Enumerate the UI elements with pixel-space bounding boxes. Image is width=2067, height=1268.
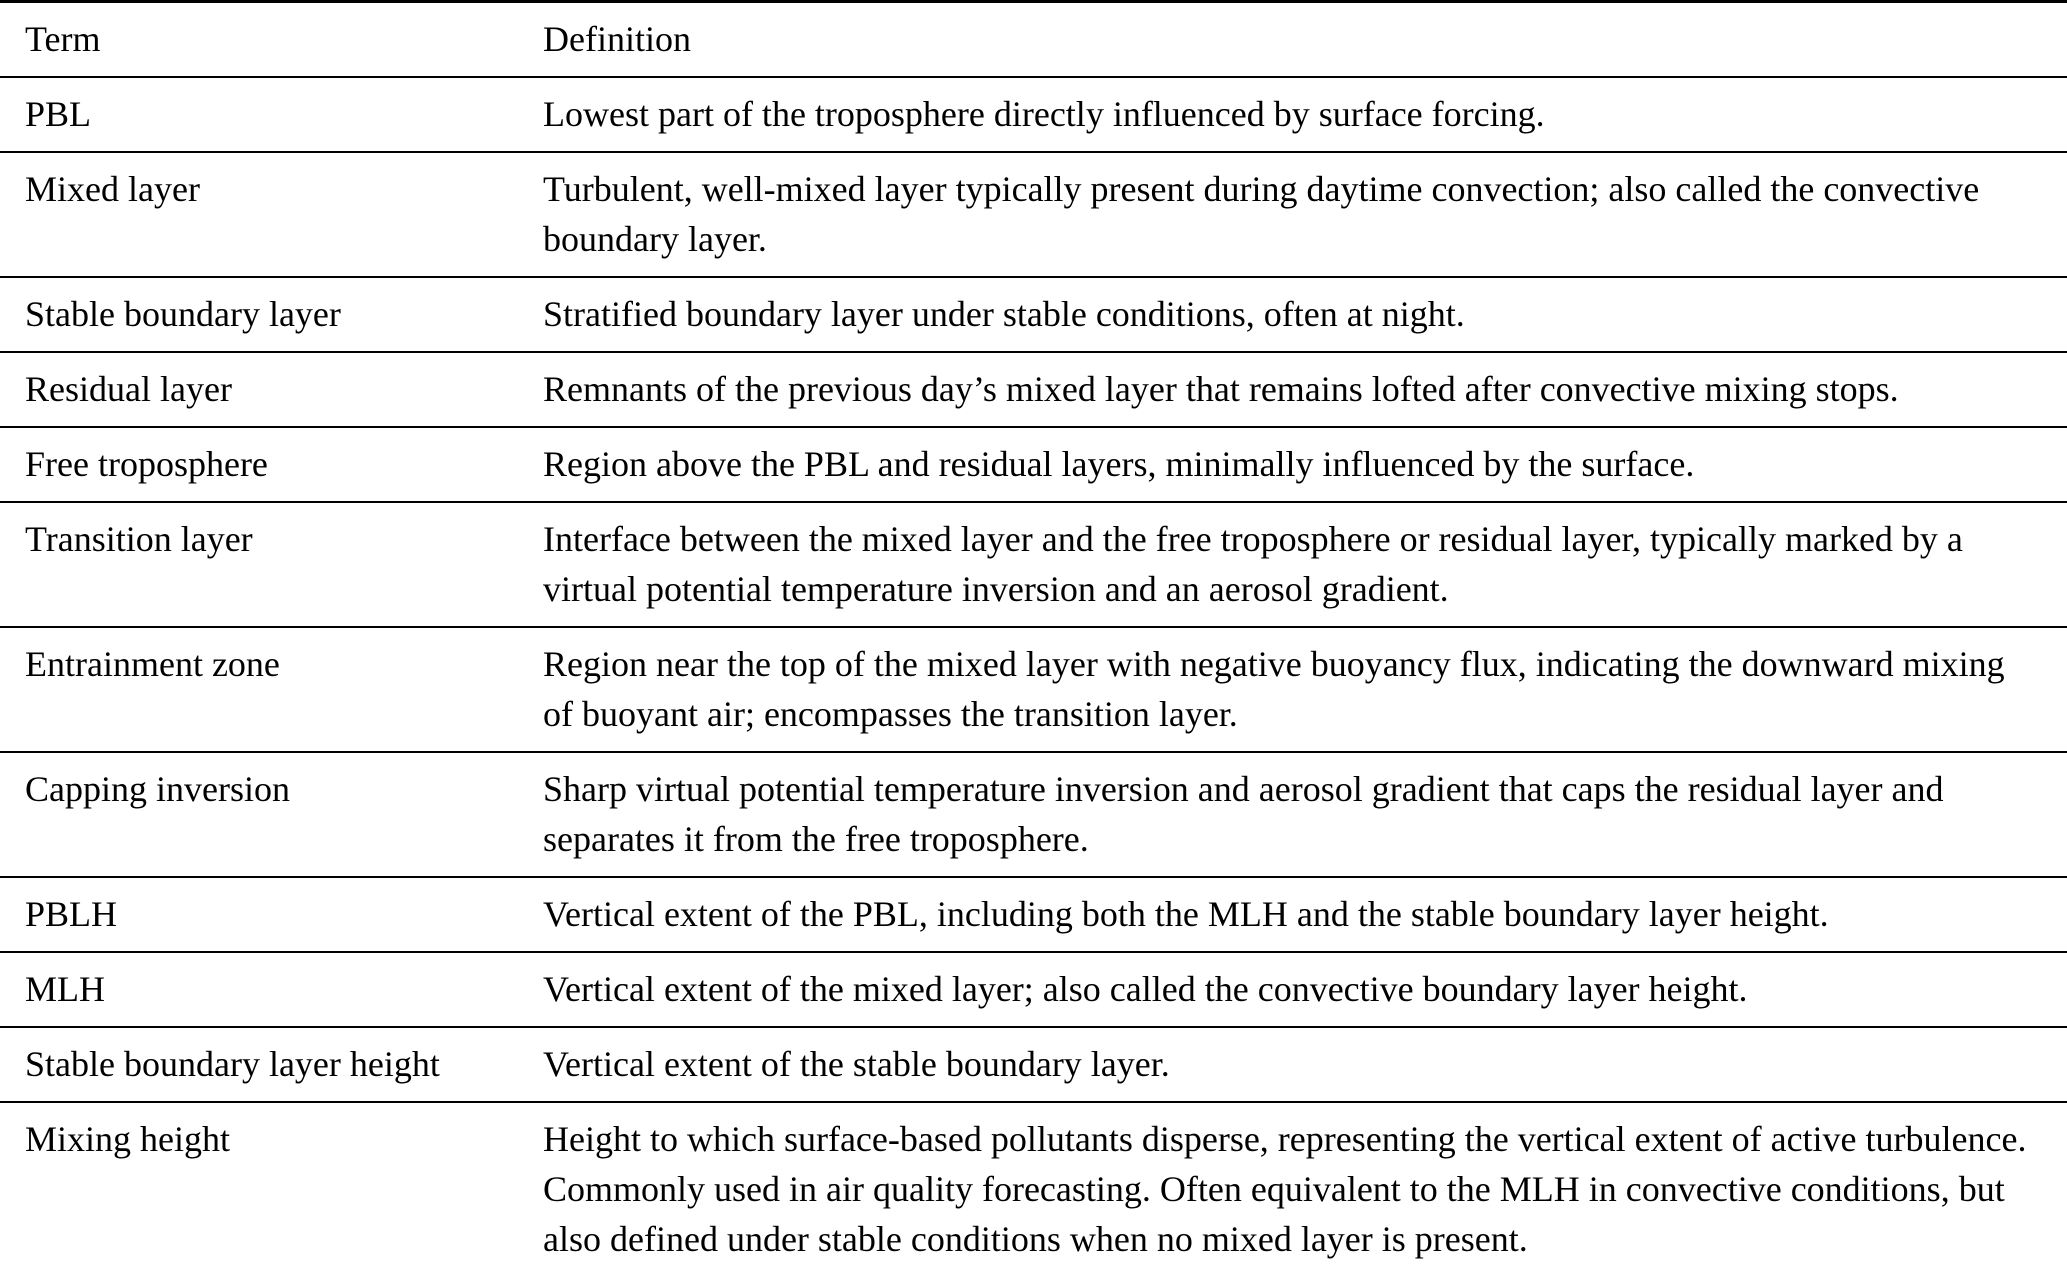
header-row: [0, 2, 2067, 78]
definition-cell: Vertical extent of the stable boundary layer.: [543, 1044, 1170, 1084]
table-row: [0, 1102, 2067, 1268]
term-cell: Capping inversion: [25, 769, 290, 809]
definition-cell: Interface between the mixed layer and the free troposphere or residual layer, typically marked by a virtual potential temperature inversion and an aerosol gradient.: [543, 519, 1963, 609]
term-column-header: Term: [25, 19, 101, 59]
term-cell: Free troposphere: [25, 444, 268, 484]
table-row: [0, 352, 2067, 427]
term-cell: Entrainment zone: [25, 644, 280, 684]
table-row: [0, 627, 2067, 752]
definition-cell: Region above the PBL and residual layers, minimally influenced by the surface.: [543, 444, 1695, 484]
definition-cell: Sharp virtual potential temperature inversion and aerosol gradient that caps the residual layer and separates it from the free troposphere.: [543, 769, 1944, 859]
table-row: [0, 1027, 2067, 1102]
term-cell: Residual layer: [25, 369, 232, 409]
term-cell: Stable boundary layer height: [25, 1044, 440, 1084]
table-row: [0, 152, 2067, 277]
definition-cell: Vertical extent of the mixed layer; also called the convective boundary layer height.: [543, 969, 1748, 1009]
table-row: [0, 877, 2067, 952]
term-cell: Stable boundary layer: [25, 294, 341, 334]
definition-cell: Vertical extent of the PBL, including both the MLH and the stable boundary layer height.: [543, 894, 1829, 934]
definition-cell: Height to which surface-based pollutants disperse, representing the vertical extent of active turbulence. Commonly used in air quality forecasting. Often equivalent to the MLH in convective conditions, but also defined under stable conditions when no mixed layer is present.: [543, 1119, 2027, 1259]
term-cell: Mixing height: [25, 1119, 230, 1159]
table-row: [0, 952, 2067, 1027]
term-cell: PBLH: [25, 894, 118, 934]
table-row: [0, 277, 2067, 352]
definition-cell: Region near the top of the mixed layer with negative buoyancy flux, indicating the downward mixing of buoyant air; encompasses the transition layer.: [543, 644, 2005, 734]
term-cell: PBL: [25, 94, 92, 134]
table-row: [0, 502, 2067, 627]
definition-cell: Lowest part of the troposphere directly influenced by surface forcing.: [543, 94, 1545, 134]
table-row: [0, 77, 2067, 152]
table-body: [0, 77, 2067, 1268]
term-cell: Transition layer: [25, 519, 253, 559]
term-cell: Mixed layer: [25, 169, 200, 209]
definition-cell: Stratified boundary layer under stable conditions, often at night.: [543, 294, 1465, 334]
table-header: [0, 2, 2067, 78]
definition-column-header: Definition: [543, 19, 691, 59]
definition-cell: Remnants of the previous day’s mixed layer that remains lofted after convective mixing stops.: [543, 369, 1899, 409]
definition-cell: Turbulent, well-mixed layer typically present during daytime convection; also called the convective boundary layer.: [543, 169, 1980, 259]
table-row: [0, 752, 2067, 877]
term-cell: MLH: [25, 969, 105, 1009]
table-row: [0, 427, 2067, 502]
